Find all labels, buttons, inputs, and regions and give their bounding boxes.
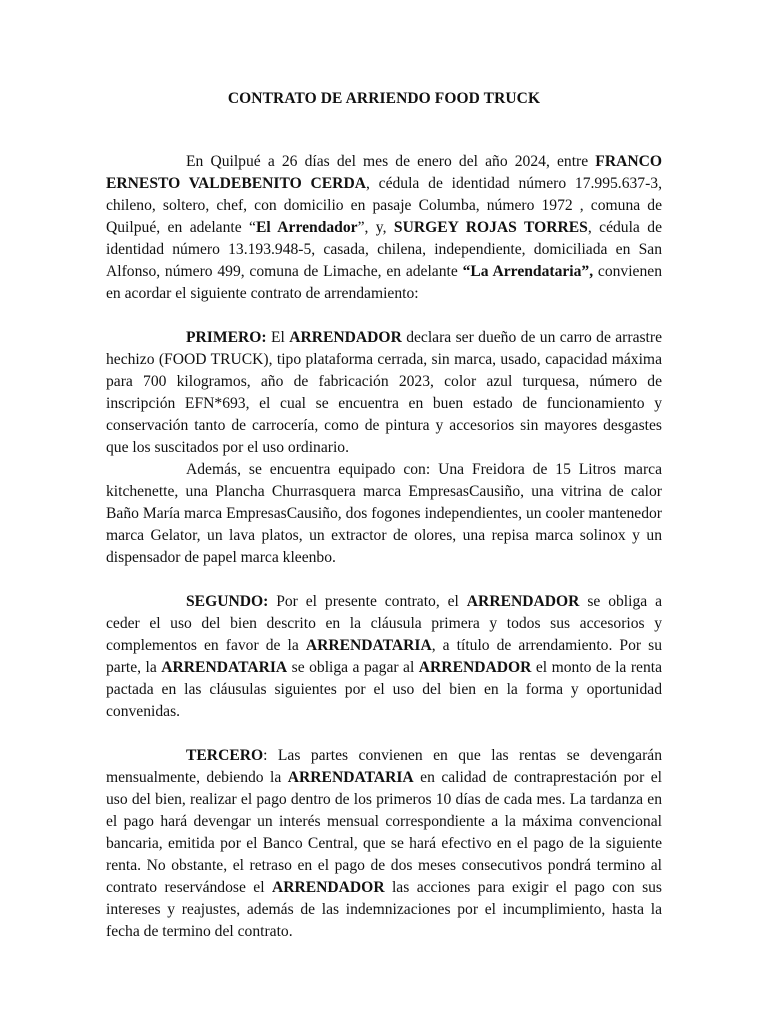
intro-text: En Quilpué a 26 días del mes de enero del año 2024, entre <box>186 153 596 170</box>
clause-text: : Las partes convienen en que las rentas se devengarán mensualmente, debiendo la <box>106 747 662 786</box>
party-term: ARRENDADOR <box>271 879 385 896</box>
equipment-paragraph: Además, se encuentra equipado con: Una Freidora de 15 Litros marca kitchenette, una Plancha Churrasquera marca EmpresasCausiño, una vitrina de calor Baño María marca EmpresasCausiño, dos fogones independientes, un cooler mantenedor marca Gelator, un lava platos, un extractor de olores, una repisa marca solinox y un dispensador de papel marca kleenbo. <box>106 461 662 566</box>
lessor-name: FRANCO ERNESTO VALDEBENITO CERDA <box>106 153 662 192</box>
clause-text: , a título de arrendamiento. Por su parte, la <box>106 637 662 676</box>
intro-text: , cédula de identidad número 17.995.637-3, chileno, soltero, chef, con domicilio en pasaje Columba, número 1972 , comuna de Quilpué, en adelante “ <box>106 175 662 236</box>
party-term: ARRENDADOR <box>466 593 580 610</box>
clause-text: Por el presente contrato, el <box>268 593 467 610</box>
clause-heading: PRIMERO: <box>186 329 267 346</box>
clause-heading: TERCERO <box>186 747 264 764</box>
intro-paragraph <box>106 151 662 305</box>
clause-text: se obliga a ceder el uso del bien descrito en la cláusula primera y todos sus accesorios y complementos en favor de la <box>106 593 662 654</box>
party-term: ARRENDATARIA <box>287 769 414 786</box>
party-term: ARRENDATARIA <box>305 637 432 654</box>
clause-text: se obliga a pagar al <box>287 659 419 676</box>
clause-primero <box>106 327 662 459</box>
party-term: ARRENDADOR <box>289 329 402 346</box>
lessee-name: SURGEY ROJAS TORRES <box>393 219 588 236</box>
party-term: ARRENDATARIA <box>161 659 288 676</box>
clause-text: declara ser dueño de un carro de arrastre hechizo (FOOD TRUCK), tipo plataforma cerrada, sin marca, usado, capacidad máxima para 700 kilogramos, año de fabricación 2023, color azul turquesa, número de inscripción EFN*693, el cual se encuentra en buen estado de funcionamiento y conservación tanto de carrocería, como de pintura y accesorios sin mayores desgastes que los suscitados por el uso ordinario. <box>106 329 662 456</box>
clause-heading: SEGUNDO: <box>186 593 269 610</box>
party-term: ARRENDADOR <box>418 659 532 676</box>
clause-text: las acciones para exigir el pago con sus intereses y reajustes, además de las indemnizaciones por el incumplimiento, hasta la fecha de termino del contrato. <box>106 879 662 940</box>
clause-text: el monto de la renta pactada en las cláusulas siguientes por el uso del bien en la forma y oportunidad convenidas. <box>106 659 662 720</box>
intro-text: ”, y, <box>357 219 394 236</box>
clause-text: en calidad de contraprestación por el uso del bien, realizar el pago dentro de los primeros 10 días de cada mes. La tardanza en el pago hará devengar un interés mensual correspondiente a la máxima convencional bancaria, emitida por el Banco Central, que se hará efectivo en el pago de la siguiente renta. No obstante, el retraso en el pago de dos meses consecutivos pondrá termino al contrato reservándose el <box>106 769 662 896</box>
lessee-alias: “La Arrendataria”, <box>462 263 594 280</box>
document-title: CONTRATO DE ARRIENDO FOOD TRUCK <box>227 90 541 107</box>
intro-text: convienen en acordar el siguiente contrato de arrendamiento: <box>106 263 662 302</box>
intro-text: , cédula de identidad número 13.193.948-5, casada, chilena, independiente, domiciliada en San Alfonso, número 499, comuna de Limache, en adelante <box>106 219 662 280</box>
clause-text: El <box>266 329 290 346</box>
clause-segundo <box>106 591 662 723</box>
lessor-alias: El Arrendador <box>255 219 358 236</box>
clause-tercero <box>106 745 662 943</box>
